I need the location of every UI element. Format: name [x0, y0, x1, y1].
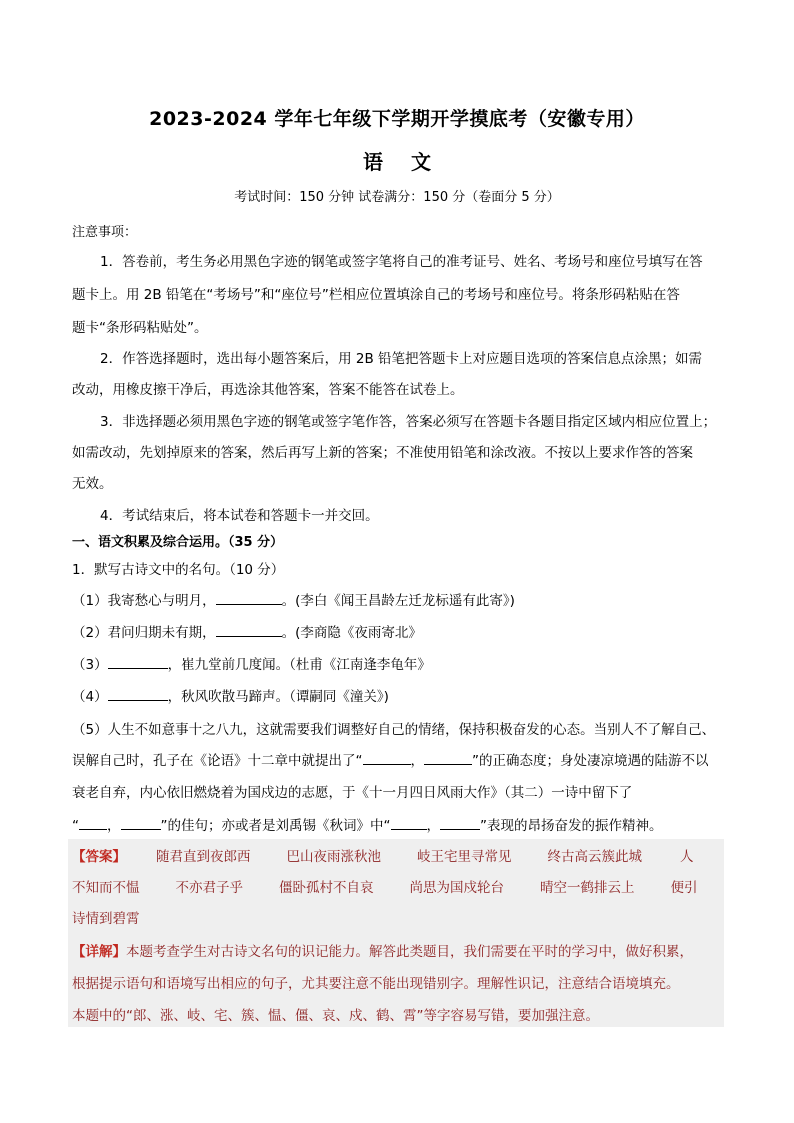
exam-title: 2023-2024 学年七年级下学期开学摸底考（安徽专用）	[149, 108, 645, 130]
answer-item: 不知而不愠	[72, 880, 140, 896]
answer-item: 尚思为国戍轮台	[409, 880, 504, 896]
notice-line: 题卡上。用 2B 铅笔在“考场号”和“座位号”栏相应位置填涂自己的考场号和座位号。将条形码粘贴在答	[72, 287, 680, 303]
answer-item: 巴山夜雨涨秋池	[286, 849, 381, 865]
notice-line: 无效。	[72, 476, 113, 492]
question-item-3	[72, 653, 724, 673]
item-suffix: 。(李商隐《夜雨寄北》	[281, 625, 422, 641]
answer-row: 诗情到碧霄	[72, 911, 140, 927]
exam-info: 考试时间：150 分钟 试卷满分：150 分（卷面分 5 分）	[234, 190, 560, 205]
question-title: 1．默写古诗文中的名句。（10 分）	[72, 562, 285, 578]
answer-item: 人	[680, 849, 694, 865]
item-suffix: ，崔九堂前几度闻。（杜甫《江南逢李龟年》	[167, 657, 431, 673]
notice-line: 改动，用橡皮擦干净后，再选涂其他答案，答案不能答在试卷上。	[72, 382, 464, 398]
detail-line: 【详解】本题考查学生对古诗文名句的识记能力。解答此类题目，我们需要在平时的学习中，做好积累，	[72, 944, 693, 960]
item-prefix: （4）	[72, 689, 108, 705]
notice-line: 2．作答选择题时，选出每小题答案后，用 2B 铅笔把答题卡上对应题目选项的答案信息点涂黑；如需	[100, 351, 703, 367]
notice-line: 4．考试结束后，将本试卷和答题卡一并交回。	[100, 508, 379, 524]
item-prefix: （2）君问归期未有期，	[72, 625, 216, 641]
question-item-1	[72, 589, 724, 609]
question-item-4	[72, 685, 724, 705]
answer-blank[interactable]	[424, 752, 472, 765]
notice-line: 题卡“条形码粘贴处”。	[72, 320, 208, 336]
answer-blank[interactable]	[108, 688, 168, 701]
subject-char: 语	[363, 150, 383, 174]
notice-line: 1．答卷前，考生务必用黑色字迹的钢笔或签字笔将自己的准考证号、姓名、考场号和座位号填写在答	[100, 254, 703, 270]
answer-item: 不亦君子乎	[175, 880, 243, 896]
answer-blank[interactable]	[108, 656, 168, 669]
answer-blank[interactable]	[121, 817, 161, 830]
question-item-5-line: （5）人生不如意事十之八九，这就需要我们调整好自己的情绪，保持积极奋发的心态。当别人不了解自己、	[72, 722, 716, 738]
answer-item: 终古高云簇此城	[547, 849, 642, 865]
detail-tag: 【详解】	[72, 944, 126, 960]
subject-title	[0, 146, 794, 175]
answer-blank[interactable]	[79, 817, 107, 830]
detail-line: 根据提示语句和语境写出相应的句子，尤其要注意不能出现错别字。理解性识记，注意结合语境填充。	[72, 976, 680, 992]
detail-line: 本题中的“郎、涨、岐、宅、簇、愠、僵、哀、戍、鹤、霄”等字容易写错，要加强注意。	[72, 1008, 599, 1024]
answer-row	[72, 845, 724, 865]
answer-blank[interactable]	[391, 817, 427, 830]
answer-item: 便引	[670, 880, 698, 896]
answer-tag: 【答案】	[72, 849, 126, 865]
answer-item: 晴空一鹤排云上	[540, 880, 635, 896]
answer-item: 僵卧孤村不自哀	[279, 880, 374, 896]
answer-blank[interactable]	[440, 817, 480, 830]
item-suffix: 。(李白《闻王昌龄左迁龙标遥有此寄》)	[281, 593, 515, 609]
notice-line: 如需改动，先划掉原来的答案，然后再写上新的答案；不准使用铅笔和涂改液。不按以上要求作答的答案	[72, 445, 693, 461]
answer-item: 随君直到夜郎西	[156, 849, 251, 865]
question-item-5-line: “ ， ”的佳句；亦或者是刘禹锡《秋词》中“ ， ”表现的昂扬奋发的振作精神。	[72, 818, 663, 834]
answer-row	[72, 876, 724, 896]
answer-panel	[68, 839, 724, 1027]
item-suffix: ，秋风吹散马蹄声。（谭嗣同《潼关》)	[167, 689, 389, 705]
answer-blank[interactable]	[216, 624, 282, 637]
question-item-2	[72, 621, 724, 641]
question-item-5-line: 衰老自弃，内心依旧燃烧着为国戍边的志愿，于《十一月四日风雨大作》（其二）一诗中留下了	[72, 785, 633, 801]
item-prefix: （1）我寄愁心与明月，	[72, 593, 216, 609]
answer-blank[interactable]	[216, 592, 282, 605]
subject-char: 文	[411, 150, 431, 174]
question-item-5-line: 误解自己时，孔子在《论语》十二章中就提出了“ ， ”的正确态度；身处凄凉境遇的陆游不以	[72, 753, 709, 769]
section-heading: 一、语文积累及综合运用。（35 分）	[72, 535, 284, 550]
answer-blank[interactable]	[363, 752, 411, 765]
answer-item: 岐王宅里寻常见	[417, 849, 512, 865]
notice-line: 3．非选择题必须用黑色字迹的钢笔或签字笔作答，答案必须写在答题卡各题目指定区域内相应位置上；	[100, 414, 717, 430]
item-prefix: （3）	[72, 657, 108, 673]
notice-heading: 注意事项：	[72, 225, 138, 240]
